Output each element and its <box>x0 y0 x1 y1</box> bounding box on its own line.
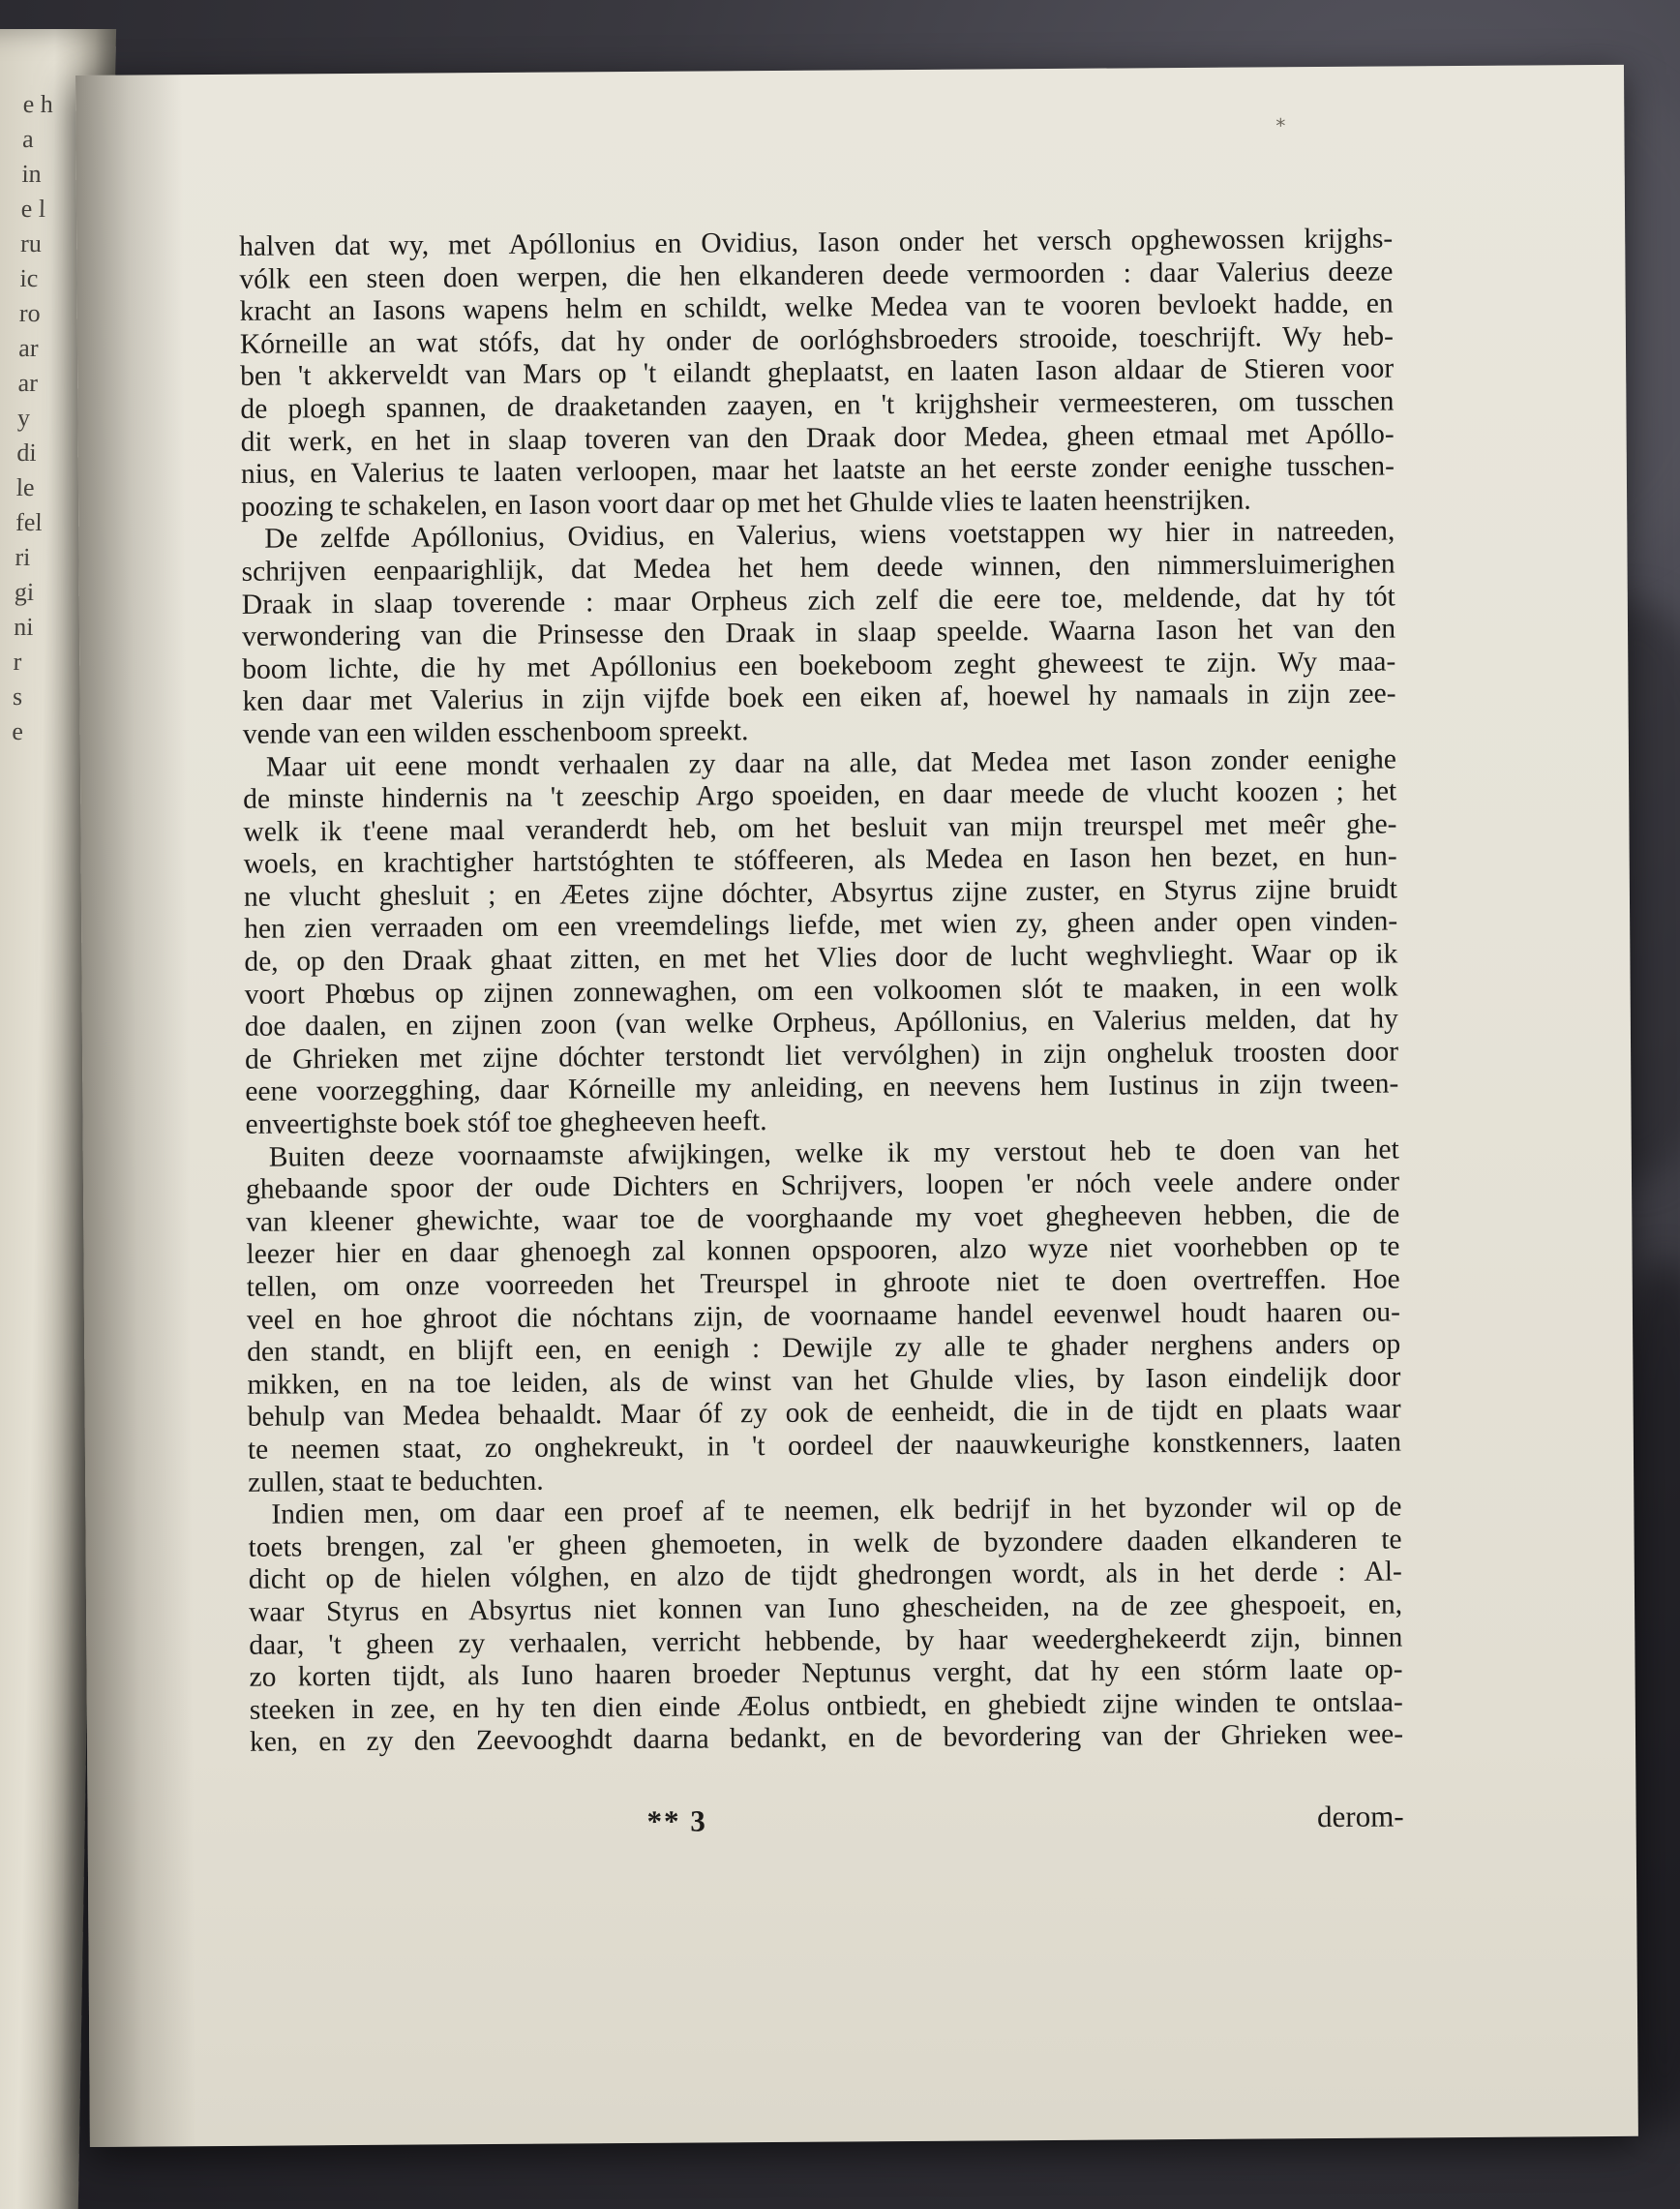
text-line: veel en hoe ghroot die nóchtans zijn, de voornaame handel eevenwel houdt haaren ou- <box>246 1296 1401 1336</box>
body-text <box>239 224 1403 1760</box>
gutter-shadow <box>75 75 196 2147</box>
text-line: de, op den Draak ghaat zitten, en met het Vlies door de lucht weghvlieght. Waar op ik <box>244 938 1398 978</box>
text-line: de minste hindernis na 't zeeschip Argo spoeiden, en daar meede de vlucht koozen ; het <box>243 775 1397 815</box>
facing-page-fragment: r <box>13 648 22 676</box>
text-line: hen zien verraaden om een vreemdelings liefde, met wien zy, gheen ander open vinden- <box>244 905 1398 946</box>
facing-page-fragment: di <box>16 439 37 467</box>
text-line: dicht op de hielen vólghen, en alzo de tijdt ghedrongen wordt, als in het derde : Al- <box>248 1556 1402 1596</box>
text-line: den standt, en blijft een, en eenigh : Dewijle zy alle te ghader nerghens anders op <box>247 1328 1401 1368</box>
facing-page-fragment: a <box>21 125 34 153</box>
text-line: voort Phœbus op zijnen zonnewaghen, om een volkoomen slót te maaken, in een wolk <box>244 971 1398 1011</box>
text-line: dit werk, en het in slaap toveren van den Draak door Medea, gheen etmaal met Apóllo- <box>240 418 1395 458</box>
text-line: welk ik t'eene maal veranderdt heb, om het besluit van mijn treurspel met meêr ghe- <box>243 808 1397 848</box>
text-line: Draak in slaap toverende : maar Orpheus zich zelf die eere toe, meldende, dat hy tót <box>241 581 1395 620</box>
text-line: eene voorzegghing, daar Kórneille my anleiding, en neevens hem Iustinus in zijn tween- <box>245 1068 1399 1108</box>
text-line: zo korten tijdt, als Iuno haaren broeder Neptunus verght, dat hy een stórm laate op- <box>249 1653 1403 1693</box>
text-line: woels, en krachtigher hartstóghten te stóffeeren, als Medea en Iason hen bezet, en hun- <box>243 840 1397 881</box>
text-line: vólk een steen doen werpen, die hen elkanderen deede vermoorden : daar Valerius deeze <box>239 256 1394 295</box>
facing-page-fragment: gi <box>14 578 35 606</box>
facing-page-fragment: le <box>15 473 35 501</box>
facing-page-fragment: ic <box>19 264 39 292</box>
text-line: daar, 't gheen zy verhaalen, verricht hebbende, by haar weederghekeerdt zijn, binnen <box>249 1620 1403 1661</box>
text-line: enveertighste boek stóf toe ghegheeven heeft. <box>245 1105 767 1140</box>
text-line: steeken in zee, en hy ten dien einde Æolus ontbiedt, en ghebiedt zijne winden te ontslaa- <box>249 1686 1403 1726</box>
facing-page-fragment: e <box>12 717 24 745</box>
facing-page-fragment: fel <box>15 508 43 536</box>
text-line: ben 't akkerveldt van Mars op 't eilandt gheplaatst, en laaten Iason aldaar de Stieren voor <box>240 352 1395 393</box>
text-line: leezer hier en daar ghenoegh zal konnen opspooren, alzo wyze niet voorhebben op te <box>246 1230 1400 1271</box>
text-line: ken, en zy den Zeevooghdt daarna bedankt, en de bevordering van der Ghrieken wee- <box>249 1718 1404 1759</box>
facing-page-fragment: ni <box>14 613 34 641</box>
ink-speck: ⁎ <box>1275 109 1286 132</box>
facing-page-fragment: ri <box>15 543 31 571</box>
signature-mark: ** 3 <box>646 1803 707 1838</box>
text-line: halven dat wy, met Apóllonius en Ovidius, Iason onder het versch opghewossen krijghs- <box>239 223 1394 262</box>
text-line: tellen, om onze voorreeden het Treurspel in ghroote niet te doen overtreffen. Hoe <box>246 1263 1400 1303</box>
book-page <box>75 65 1638 2147</box>
facing-page-fragment: e l <box>20 195 46 223</box>
facing-page-fragment: in <box>21 160 42 188</box>
text-line: de Ghrieken met zijne dóchter terstondt liet vervólghen) in zijn ongheluk troosten door <box>244 1036 1399 1075</box>
text-line: toets brengen, zal 'er gheen ghemoeten, in welk de byzondere daaden elkanderen te <box>248 1524 1402 1563</box>
text-line: van kleener ghewichte, waar toe de voorghaande my voet ghegheeven hebben, die de <box>246 1198 1400 1238</box>
text-line: te neemen staat, zo onghekreukt, in 't oordeel der naauwkeurighe konstkenners, laaten <box>247 1426 1401 1466</box>
text-line: ne vlucht ghesluit ; en Æetes zijne dóchter, Absyrtus zijne zuster, en Styrus zijne bruidt <box>243 873 1398 913</box>
text-line: ghebaande spoor der oude Dichters en Schrijvers, loopen 'er nóch veele andere onder <box>245 1165 1400 1206</box>
text-line: waar Styrus en Absyrtus niet konnen van Iuno ghescheiden, na de zee ghespoeit, en, <box>248 1589 1403 1628</box>
text-line: vende van een wilden esschenboom spreekt. <box>242 715 749 750</box>
facing-page-fragment: ar <box>18 334 39 362</box>
catchword: derom- <box>1316 1799 1404 1834</box>
text-line: Maar uit eene mondt verhaalen zy daar na alle, dat Medea met Iason zonder eenighe <box>265 742 1397 783</box>
text-line: nius, en Valerius te laaten verloopen, maar het laatste an het eerste zonder eenighe tusschen- <box>240 450 1395 490</box>
facing-page-fragment: ro <box>18 299 41 327</box>
facing-page-fragment: y <box>16 404 31 432</box>
facing-page-fragment: s <box>12 682 23 711</box>
text-line: boom lichte, die hy met Apóllonius een boekeboom zeght gheweest te zijn. Wy maa- <box>242 646 1396 685</box>
facing-page-text <box>12 87 81 749</box>
text-line: schrijven eenpaarighlijk, dat Medea het hem deede winnen, den nimmersluimerighen <box>241 548 1395 588</box>
text-line: Buiten deeze voornaamste afwijkingen, welke ik my verstout heb te doen van het <box>268 1134 1399 1173</box>
text-line: Kórneille an wat stófs, dat hy onder de oorlóghsbroeders strooide, toeschrijft. Wy heb- <box>239 320 1395 360</box>
text-line: de ploegh spannen, de draaketanden zaayen, en 't krijghsheir vermeesteren, om tusschen <box>240 385 1395 425</box>
text-line: Indien men, om daar een proef af te neemen, elk bedrijf in het byzonder wil op de <box>271 1491 1402 1530</box>
text-line: De zelfde Apóllonius, Ovidius, en Valerius, wiens voetstappen wy hier in natreeden, <box>264 515 1395 555</box>
text-line: mikken, en na toe leiden, als de winst van het Ghulde vlies, by Iason eindelijk door <box>247 1361 1401 1401</box>
facing-page-fragment: ar <box>17 369 39 397</box>
text-line: zullen, staat te beduchten. <box>248 1465 544 1498</box>
facing-page-fragment: ru <box>19 229 43 257</box>
text-line: ken daar met Valerius in zijn vijfde boek een eiken af, hoewel hy namaals in zijn zee- <box>242 678 1396 718</box>
text-line: behulp van Medea behaaldt. Maar óf zy ook de eenheidt, die in de tijdt en plaats waar <box>247 1393 1401 1434</box>
text-line: doe daalen, en zijnen zoon (van welke Orpheus, Apóllonius, en Valerius melden, dat hy <box>244 1003 1398 1044</box>
page-footer <box>250 1799 1403 1845</box>
facing-page-fragment: e h <box>22 90 54 118</box>
text-line: verwondering van die Prinsesse den Draak in slaap speelde. Waarna Iason het van den <box>241 613 1396 652</box>
text-line: kracht an Iasons wapens helm en schildt, welke Medea van te vooren bevloekt hadde, en <box>239 287 1394 328</box>
text-line: poozing te schakelen, en Iason voort daar op met het Ghulde vlies te laaten heenstrijken. <box>241 484 1251 523</box>
